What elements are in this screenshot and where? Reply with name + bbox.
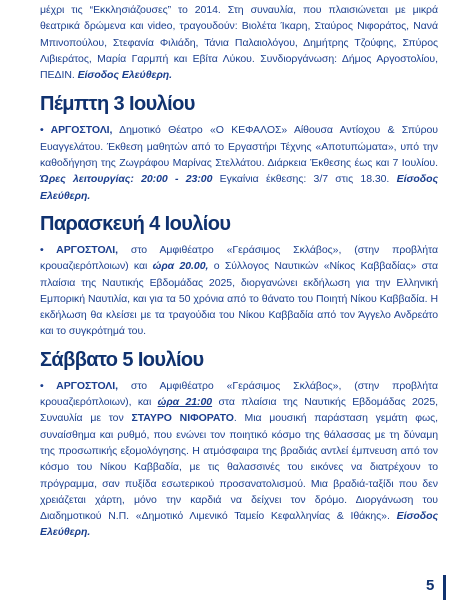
intro-text: μέχρι τις “Εκκλησιάζουσες” το 2014. Στη συναυλία, που πλαισιώνεται με μικρά θεατρικά δρώμενα και video, τραγουδούν: Βιολέτα Ίκαρη, Σταύρος Νιφοράτος, Νανά Μπινοπούλου, Στεφανία Φιλιάδη, Τάνια Παλαιολόγου, Δημήτρης Τζούφης, Σπύρος Λιβιεράτος, Μαρία Γαρμπή και Εβίτα Λύκου. Συνδιοργάνωση: Δήμος Αργοστολίου, ΠΕΔΙΝ. — [40, 4, 438, 82]
day-heading-thursday: Πέμπτη 3 Ιουλίου — [40, 93, 195, 116]
event-hours: Ώρες λειτουργίας: 20:00 - 23:00 — [40, 173, 213, 186]
event-text: στο Αμφιθέατρο «Γεράσιμος Σκλάβος», (στην προβλήτα κρουαζιερόπλοιων) και — [40, 243, 438, 273]
intro-paragraph — [40, 2, 438, 83]
event-text-2: Εγκαίνια έκθεσης: 3/7 στις 18.30. — [212, 173, 397, 186]
event-place: ΑΡΓΟΣΤΟΛΙ, — [56, 379, 118, 392]
event-free-entry: Είσοδος Ελεύθερη. — [40, 510, 438, 539]
content-column — [40, 2, 438, 541]
page-number: 5 — [426, 577, 435, 594]
event-text-2: στα πλαίσια της Ναυτικής Εβδομάδας 2025, Συναυλία με τον — [40, 396, 438, 425]
day-heading-friday: Παρασκευή 4 Ιουλίου — [40, 212, 231, 235]
event-text: Δημοτικό Θέατρο «Ο ΚΕΦΑΛΟΣ» Αίθουσα Αντίοχου & Σπύρου Ευαγγελάτου. Έκθεση μαθητών από το Εργαστήρι Τέχνης «Αποτυπώματα», υπό την καθοδήγηση της Ζωγράφου Μαρίνας Στελλάτου. Διάρκεια Έκθεσης έως και 7 Ιουλίου. — [40, 124, 438, 170]
bullet: • — [40, 124, 51, 137]
event-place: ΑΡΓΟΣΤΟΛΙ, — [50, 124, 113, 137]
event-text: στο Αμφιθέατρο «Γεράσιμος Σκλάβος», (στην προβλήτα κρουαζιερόπλοιων), και — [40, 379, 438, 409]
event-thursday — [40, 122, 438, 203]
event-saturday — [40, 378, 438, 541]
event-text-2: ο Σύλλογος Ναυτικών «Νίκος Καββαδίας» στα πλαίσια της Ναυτικής Εβδομάδας 2025, διοργανώνει εκδήλωση για την Ελληνική Εμπορική Ναυτιλία, και για τα 50 χρόνια από το θάνατο του Ποιητή Νίκου Καββαδία. Η εκδήλωση θα κλείσει με τα τραγούδια του Νίκου Καββαδία από τον Άγγελο Ανδρεάτο και το συγκρότημά του. — [40, 260, 438, 338]
page-number-bar — [443, 575, 446, 600]
event-free-entry: Είσοδος Ελεύθερη. — [40, 173, 438, 202]
day-heading-saturday: Σάββατο 5 Ιουλίου — [40, 348, 204, 371]
bullet: • — [40, 243, 57, 256]
event-friday — [40, 242, 438, 340]
bullet: • — [40, 379, 57, 392]
event-artist: ΣΤΑΥΡΟ ΝΙΦΟΡΑΤΟ — [131, 412, 234, 425]
event-time: ώρα 21:00 — [157, 396, 213, 409]
event-text-3: . Μια μουσική παράσταση γεμάτη φως, συναίσθημα και ρυθμό, που ενώνει τον ποιητικό κόσμο της θάλασσας με τη δύναμη της προσωπικής εξομολόγησης. Η ατμόσφαιρα της βραδιάς αντλεί έμπνευση από τον κόσμο του Νίκου Καββαδία, με τις θαλασσινές του εικόνες να διατρέχουν το πρόγραμμα, σαν πυξίδα εσωτερικού προσανατολισμού. Μια βραδιά-ταξίδι που δεν χρειάζεται χάρτη, μόνο την καρδιά να δείχνει τον δρόμο. Διοργάνωση του Διαδημοτικού Ν.Π. «Δημοτικό Λιμενικό Ταμείο Κεφαλληνίας & Ιθάκης». — [40, 412, 438, 523]
event-time: ώρα 20.00, — [152, 260, 209, 273]
intro-free-entry: Είσοδος Ελεύθερη. — [77, 69, 173, 82]
event-place: ΑΡΓΟΣΤΟΛΙ, — [56, 243, 118, 256]
